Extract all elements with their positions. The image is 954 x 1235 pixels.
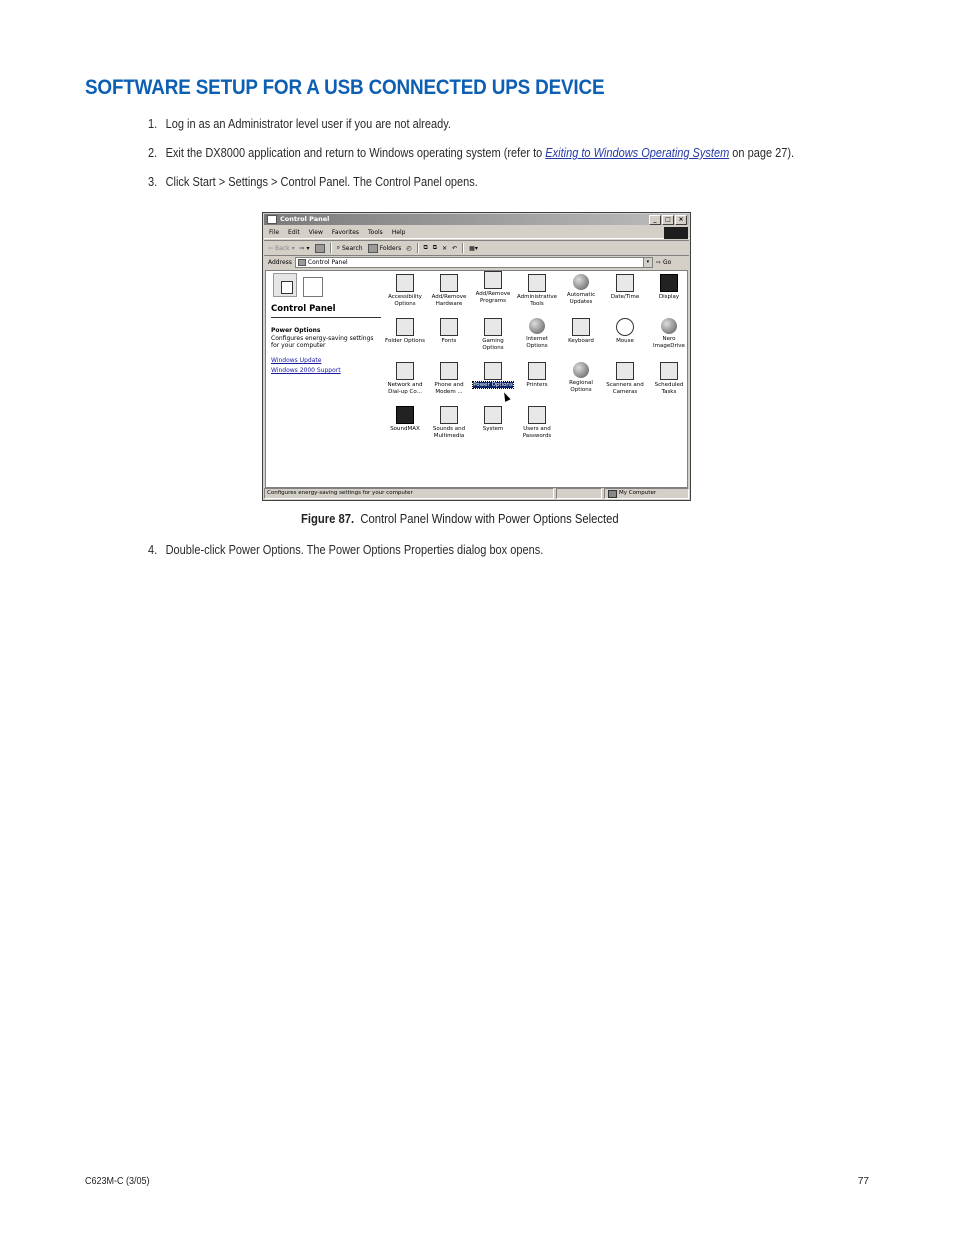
copy-to-icon[interactable]: ⧉ <box>432 244 438 251</box>
step-2 <box>148 146 794 160</box>
status-bar <box>264 488 689 499</box>
toolbar-separator <box>417 243 419 253</box>
icon-folder-options[interactable]: Folder Options <box>383 318 427 345</box>
disc-icon <box>661 318 677 334</box>
icon-administrative-tools[interactable]: Administrative Tools <box>515 274 559 308</box>
icon-display[interactable]: Display <box>647 274 691 301</box>
undo-icon[interactable]: ↶ <box>452 244 458 252</box>
icon-nero-imagedrive[interactable]: Nero ImageDrive <box>647 318 691 350</box>
menu-view[interactable]: View <box>308 229 323 236</box>
icon-gaming-options[interactable]: Gaming Options <box>471 318 515 352</box>
icon-keyboard[interactable]: Keyboard <box>559 318 603 345</box>
folders-button[interactable]: Folders <box>368 244 402 253</box>
step-number: 1. <box>148 117 158 131</box>
keyboard-icon <box>572 318 590 336</box>
admin-tools-icon <box>528 274 546 292</box>
internet-globe-icon <box>529 318 545 334</box>
step-number: 2. <box>148 146 158 160</box>
scanner-icon <box>616 362 634 380</box>
windows-2000-support-link[interactable]: Windows 2000 Support <box>271 367 341 374</box>
page-title: SOFTWARE SETUP FOR A USB CONNECTED UPS DEVICE <box>85 76 605 99</box>
menu-help[interactable]: Help <box>391 229 406 236</box>
footer-doc-code: C623M-C (3/05) <box>85 1176 150 1187</box>
step-text: Exit the DX8000 application and return to Windows operating system (refer to <box>165 146 546 160</box>
step-text-after: on page 27). <box>729 146 795 160</box>
icon-internet-options[interactable]: Internet Options <box>515 318 559 350</box>
power-plug-icon <box>484 362 502 380</box>
windows-update-link[interactable]: Windows Update <box>271 357 322 364</box>
footer-page-number: 77 <box>857 1176 869 1187</box>
toolbar-separator <box>462 243 464 253</box>
exiting-windows-link[interactable]: Exiting to Windows Operating System <box>545 146 730 160</box>
step-text: Click Start > Settings > Control Panel. The Control Panel opens. <box>165 175 478 189</box>
mouse-pointer-icon <box>501 391 510 402</box>
toolbar-separator <box>330 243 332 253</box>
step-3 <box>148 175 478 189</box>
play-icon <box>396 406 414 424</box>
updates-globe-icon <box>573 274 589 290</box>
icon-power-options[interactable] <box>471 362 515 389</box>
icon-printers[interactable]: Printers <box>515 362 559 389</box>
programs-icon <box>484 271 502 289</box>
icon-add-remove-programs[interactable]: Add/Remove Programs <box>471 271 515 305</box>
figure-text: Control Panel Window with Power Options Selected <box>360 512 619 526</box>
selected-label: Power Options <box>473 382 513 388</box>
status-zone: My Computer <box>604 488 689 499</box>
panel-heading: Control Panel <box>271 304 381 318</box>
regional-globe-icon <box>573 362 589 378</box>
step-number: 4. <box>148 543 158 557</box>
figure-label: Figure 87. <box>301 512 355 526</box>
phone-icon <box>440 362 458 380</box>
icon-accessibility-options[interactable]: Accessibility Options <box>383 274 427 308</box>
content-area <box>265 270 688 488</box>
icon-fonts[interactable]: Fonts <box>427 318 471 345</box>
menu-edit[interactable]: Edit <box>288 229 300 236</box>
maximize-button[interactable]: □ <box>662 215 674 225</box>
up-folder-icon[interactable] <box>315 244 325 253</box>
users-icon <box>528 406 546 424</box>
folders-icon <box>368 244 378 253</box>
address-bar <box>264 256 689 269</box>
forward-button[interactable]: ⇨ ▾ <box>299 244 310 252</box>
history-icon[interactable]: ◴ <box>406 244 412 252</box>
menu-tools[interactable]: Tools <box>368 229 383 236</box>
menu-bar <box>264 227 689 239</box>
icon-users-passwords[interactable]: Users and Passwords <box>515 406 559 440</box>
accessibility-icon <box>396 274 414 292</box>
icon-date-time[interactable]: Date/Time <box>603 274 647 301</box>
icon-automatic-updates[interactable]: Automatic Updates <box>559 274 603 306</box>
monitor-icon <box>660 274 678 292</box>
icon-scanners-cameras[interactable]: Scanners and Cameras <box>603 362 647 396</box>
step-number: 3. <box>148 175 158 189</box>
views-icon[interactable]: ▦▾ <box>469 244 478 252</box>
step-text: Log in as an Administrator level user if you are not already. <box>165 117 451 131</box>
address-dropdown-icon[interactable]: ▾ <box>643 258 652 267</box>
move-to-icon[interactable]: ⧉ <box>423 244 428 251</box>
windows-logo <box>664 227 688 239</box>
toolbar <box>264 240 689 256</box>
printer-icon <box>528 362 546 380</box>
icon-soundmax[interactable]: SoundMAX <box>383 406 427 433</box>
fonts-icon <box>440 318 458 336</box>
icon-mouse[interactable]: Mouse <box>603 318 647 345</box>
calendar-clock-icon <box>616 274 634 292</box>
window-titlebar <box>264 214 689 225</box>
control-panel-screenshot <box>262 212 691 501</box>
delete-icon[interactable]: ✕ <box>442 244 448 252</box>
window-title: Control Panel <box>280 215 330 223</box>
network-icon <box>396 362 414 380</box>
address-label: Address <box>268 259 292 266</box>
icon-system[interactable]: System <box>471 406 515 433</box>
figure-caption <box>301 512 619 526</box>
icon-regional-options[interactable]: Regional Options <box>559 362 603 394</box>
step-4 <box>148 543 543 557</box>
left-info-panel <box>271 273 386 374</box>
back-button[interactable]: ⇦ Back ▾ <box>268 244 295 252</box>
folder-options-icon <box>396 318 414 336</box>
icon-scheduled-tasks[interactable]: Scheduled Tasks <box>647 362 691 396</box>
icon-network-dialup[interactable]: Network and Dial-up Co... <box>383 362 427 396</box>
status-panel <box>556 488 602 499</box>
control-panel-art-icon <box>271 273 339 299</box>
search-icon: ⌕ <box>336 244 340 251</box>
close-button[interactable]: × <box>675 215 687 225</box>
icon-add-remove-hardware[interactable]: Add/Remove Hardware <box>427 274 471 308</box>
menu-favorites[interactable]: Favorites <box>331 229 360 236</box>
step-text: Double-click Power Options. The Power Options Properties dialog box opens. <box>165 543 544 557</box>
computer-icon <box>484 406 502 424</box>
minimize-button[interactable]: _ <box>649 215 661 225</box>
mouse-icon <box>616 318 634 336</box>
scheduled-tasks-icon <box>660 362 678 380</box>
step-1 <box>148 117 451 131</box>
hardware-icon <box>440 274 458 292</box>
selected-item-title: Power Options <box>271 327 321 334</box>
address-field[interactable] <box>295 257 653 268</box>
selected-item-description: Configures energy-saving settings for your computer <box>271 335 374 349</box>
go-button[interactable]: ⇨ Go <box>655 259 672 266</box>
joystick-icon <box>484 318 502 336</box>
search-button[interactable]: ⌕ Search <box>336 244 363 252</box>
window-icon <box>267 215 277 224</box>
control-panel-small-icon <box>298 259 306 266</box>
address-value: Control Panel <box>307 259 348 266</box>
menu-file[interactable]: File <box>269 229 280 236</box>
icon-sounds-multimedia[interactable]: Sounds and Multimedia <box>427 406 471 440</box>
speaker-icon <box>440 406 458 424</box>
status-text: Configures energy-saving settings for your computer <box>264 488 554 499</box>
icon-phone-modem[interactable]: Phone and Modem ... <box>427 362 471 396</box>
my-computer-icon <box>608 490 617 498</box>
